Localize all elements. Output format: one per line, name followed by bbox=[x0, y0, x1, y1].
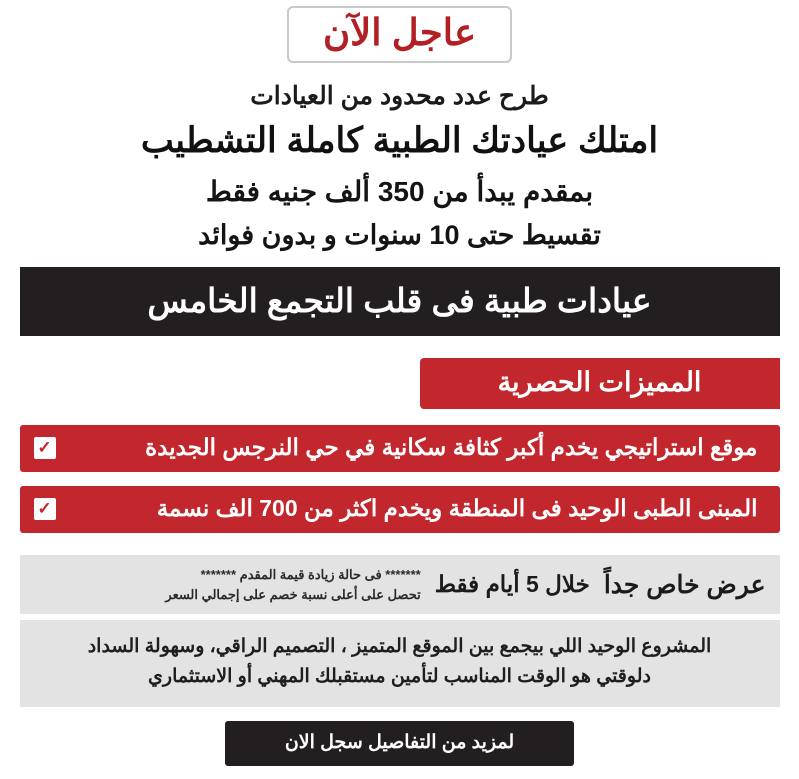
cta-row bbox=[20, 721, 780, 766]
description-line2: دلوقتي هو الوقت المناسب لتأمين مستقبلك المهني أو الاستثماري bbox=[148, 666, 651, 688]
headline-block bbox=[20, 81, 779, 251]
badge-label: عاجل الآن bbox=[322, 12, 477, 53]
check-icon: ✓ bbox=[34, 498, 56, 520]
feature-text: المبنى الطبى الوحيد فى المنطقة ويخدم اكثر من 700 الف نسمة bbox=[156, 495, 758, 521]
special-offer-strip bbox=[20, 555, 780, 614]
description-line1: المشروع الوحيد اللي بيجمع بين الموقع المتميز ، التصميم الراقي، وسهولة السداد bbox=[87, 636, 712, 657]
description-paragraph bbox=[20, 620, 780, 707]
check-icon: ✓ bbox=[34, 437, 56, 459]
subtitle-installments: تقسيط حتى 10 سنوات و بدون فوائد bbox=[198, 220, 601, 250]
subtitle-downpayment: بمقدم يبدأ من 350 ألف جنيه فقط bbox=[205, 176, 594, 207]
features-section-title: المميزات الحصرية bbox=[420, 358, 780, 409]
kicker-text: طرح عدد محدود من العيادات bbox=[250, 82, 549, 110]
offer-fineprint bbox=[34, 565, 421, 604]
register-button[interactable]: لمزيد من التفاصيل سجل الان bbox=[225, 721, 574, 766]
offer-title: عرض خاص جداً bbox=[603, 570, 766, 599]
breaking-news-badge bbox=[287, 6, 512, 63]
features-list bbox=[20, 425, 780, 547]
offer-duration: خلال 5 أيام فقط bbox=[434, 571, 590, 597]
list-item bbox=[20, 425, 780, 472]
features-title-row bbox=[20, 358, 780, 409]
page-title: امتلك عيادتك الطبية كاملة التشطيب bbox=[140, 121, 659, 160]
badge-container bbox=[20, 6, 779, 63]
location-banner bbox=[20, 267, 780, 336]
location-banner-text: عيادات طبية فى قلب التجمع الخامس bbox=[147, 282, 652, 319]
feature-text: موقع استراتيجي يخدم أكبر كثافة سكانية في حي النرجس الجديدة bbox=[145, 434, 758, 460]
list-item bbox=[20, 486, 780, 533]
offer-fineprint-line1: ******* فى حالة زيادة قيمة المقدم ******* bbox=[200, 567, 421, 582]
offer-fineprint-line2: تحصل على أعلى نسبة خصم على إجمالي السعر bbox=[165, 586, 421, 602]
